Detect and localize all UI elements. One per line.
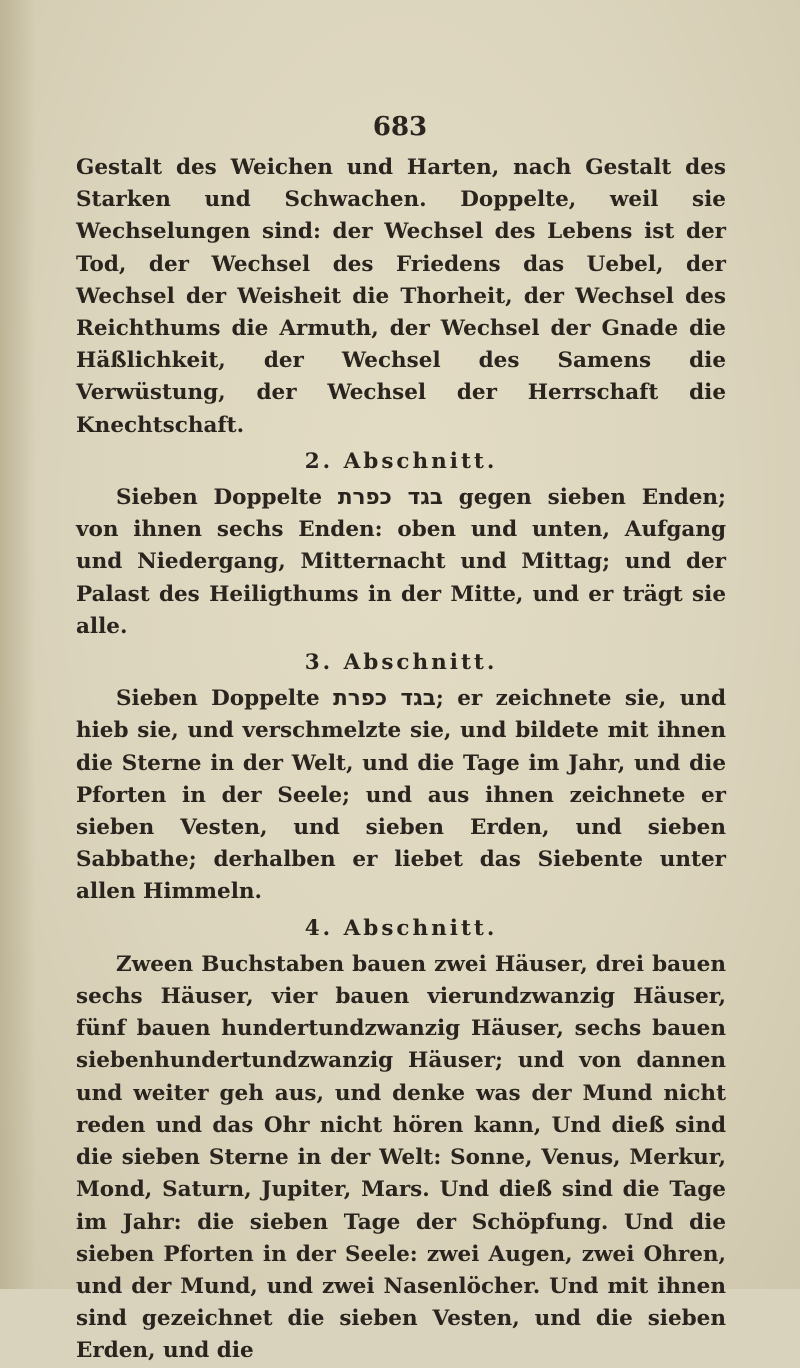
- hebrew-letters: בגד כפרת: [333, 686, 436, 712]
- hebrew-letters: בגד כפרת: [337, 485, 443, 511]
- paragraph-2-end: gegen sieben Enden; von ihnen sechs Enden: oben und unten, Aufgang und Niedergang, Mitternacht und Mittag; und der Palast des Heiligthums in der Mitte, und er trägt sie alle.: [76, 485, 726, 639]
- paragraph-4: Zween Buchstaben bauen zwei Häuser, drei bauen sechs Häuser, vier bauen vierundzwanzig Häuser, fünf bauen hundertundzwanzig Häuser, sechs bauen siebenhundertundzwanzig Häuser; und von dannen und weiter geh aus, und denke was der Mund nicht reden und das Ohr nicht hören kann, Und dieß sind die sieben Sterne in der Welt: Sonne, Venus, Merkur, Mond, Saturn, Jupiter, Mars. Und dieß sind die Tage im Jahr: die sieben Tage der Schöpfung. Und die sieben Pforten in der Seele: zwei Augen, zwei Ohren, und der Mund, und zwei Nasenlöcher. Und mit ihnen sind gezeichnet die sieben Vesten, und die sieben Erden, und die: [76, 951, 726, 1364]
- paragraph-3: [76, 683, 726, 908]
- section-heading-3: 3. Abschnitt.: [304, 650, 498, 676]
- page-body: [76, 152, 726, 1368]
- paragraph-1: Gestalt des Weichen und Harten, nach Gestalt des Starken und Schwachen. Doppelte, weil sie Wechselungen sind: der Wechsel des Lebens ist der Tod, der Wechsel des Friedens das Uebel, der Wechsel der Weisheit die Thorheit, der Wechsel des Reichthums die Armuth, der Wechsel der Gnade die Häßlichkeit, der Wechsel des Samens die Verwüstung, der Wechsel der Herrschaft die Knechtschaft.: [76, 155, 726, 438]
- section-heading-4: 4. Abschnitt.: [304, 915, 498, 941]
- paragraph-2: [76, 482, 726, 643]
- page-shadow: [0, 0, 36, 1289]
- page-number: 683: [372, 112, 428, 142]
- section-heading-2: 2. Abschnitt.: [304, 448, 498, 474]
- paragraph-3-end: ; er zeichnete sie, und hieb sie, und verschmelzte sie, und bildete mit ihnen die Sterne in der Welt, und die Tage im Jahr, und die Pforten in der Seele; und aus ihnen zeichnete er sieben Vesten, und sieben Erden, und sieben Sabbathe; derhalben er liebet das Siebente unter allen Himmeln.: [76, 686, 726, 905]
- paragraph-2-start: Sieben Doppelte: [116, 485, 338, 511]
- paragraph-3-start: Sieben Doppelte: [116, 686, 334, 712]
